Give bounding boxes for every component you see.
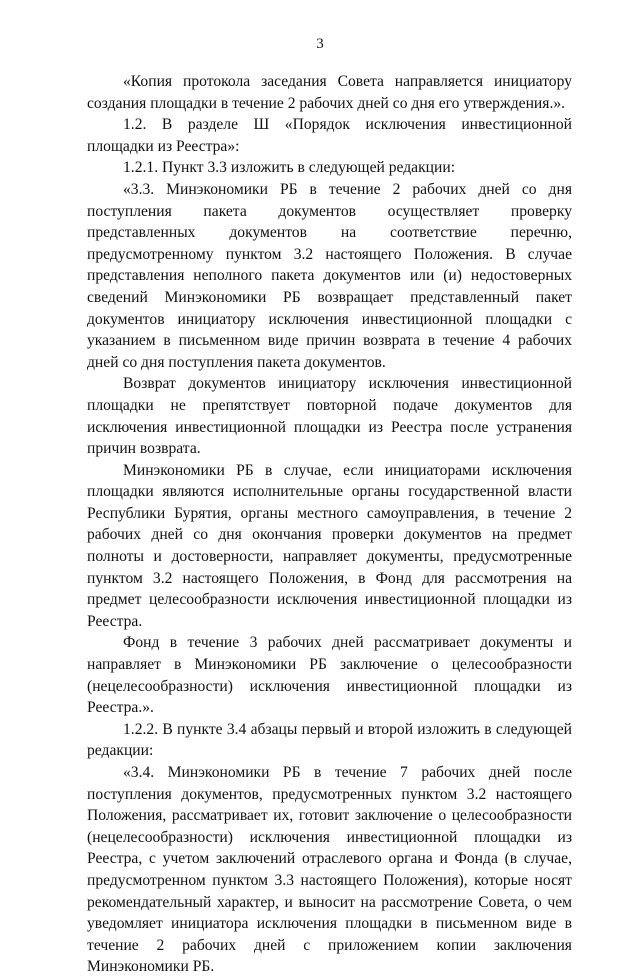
paragraph-point-3-3: «3.3. Минэкономики РБ в течение 2 рабочих дней со дня поступления пакета документов осуществляет проверку представленных документов на соответствие перечню, предусмотренному пунктом 3.2 настоящего Положения. В случае представления неполного пакета документов или (и) недостоверных сведений Минэкономики РБ возвращает представленный пакет документов инициатору исключения инвестиционной площадки с указанием в письменном виде причин возврата в течение 4 рабочих дней со дня поступления пакета документов.	[87, 180, 572, 371]
paragraph-clause-1-2-1: 1.2.1. Пункт 3.3 изложить в следующей редакции:	[123, 159, 456, 177]
document-body	[87, 71, 572, 978]
paragraph-document-return: Возврат документов инициатору исключения инвестиционной площадки не препятствует повторной подаче документов для исключения инвестиционной площадки из Реестра после устранения причин возврата.	[87, 375, 572, 458]
paragraph-clause-1-2-2: 1.2.2. В пункте 3.4 абзацы первый и второй изложить в следующей редакции:	[87, 720, 572, 760]
paragraph-point-3-4: «3.4. Минэкономики РБ в течение 7 рабочих дней после поступления документов, предусмотренных пунктом 3.2 настоящего Положения, рассматривает их, готовит заключение о целесообразности (нецелесообразности) исключения инвестиционной площадки из Реестра, с учетом заключений отраслевого органа и Фонда (в случае, предусмотренном пунктом 3.3 настоящего Положения), которые носят рекомендательный характер, и выносит на рассмотрение Совета, о чем уведомляет инициатора исключения площадки в письменном виде в течение 2 рабочих дней с приложением копии заключения Минэкономики РБ.	[87, 764, 572, 976]
page-number: 3	[316, 36, 324, 52]
paragraph-protocol-copy: «Копия протокола заседания Совета направляется инициатору создания площадки в течение 2 рабочих дней со дня его утверждения.».	[87, 73, 572, 112]
paragraph-ministry-review: Минэкономики РБ в случае, если инициаторами исключения площадки являются исполнительные органы государственной власти Республики Бурятия, органы местного самоуправления, в течение 2 рабочих дней со дня окончания проверки документов на предмет полноты и достоверности, направляет документы, предусмотренные пунктом 3.2 настоящего Положения, в Фонд для рассмотрения на предмет целесообразности исключения инвестиционной площадки из Реестра.	[87, 461, 572, 630]
paragraph-fund-review: Фонд в течение 3 рабочих дней рассматривает документы и направляет в Минэкономики РБ заключение о целесообразности (нецелесообразности) исключения инвестиционной площадки из Реестра.».	[87, 634, 572, 717]
paragraph-section-3-heading: 1.2. В разделе Ш «Порядок исключения инвестиционной площадки из Реестра»:	[87, 116, 572, 155]
